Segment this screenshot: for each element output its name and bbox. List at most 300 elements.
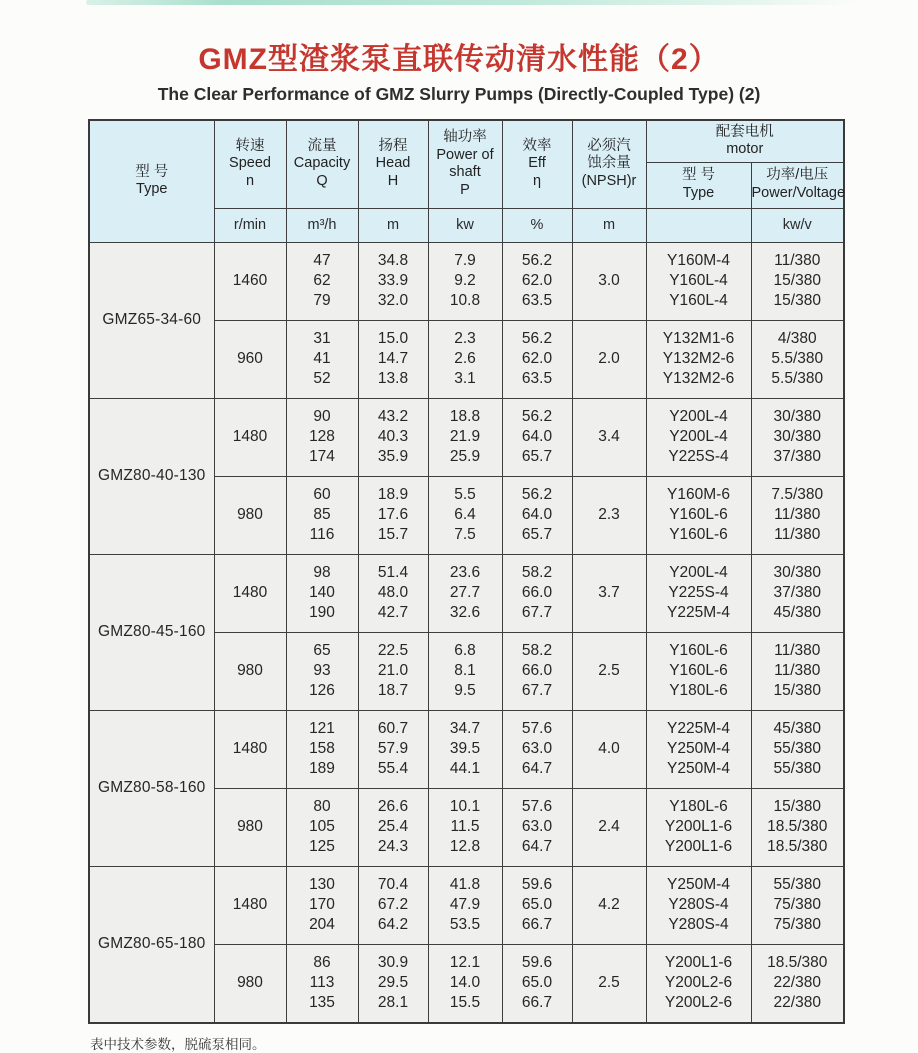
motor-power-cell-value: 45/380 bbox=[773, 604, 821, 621]
motor-type-cell-value: Y250M-4 bbox=[667, 740, 730, 757]
motor-power-cell-value: 37/380 bbox=[773, 584, 821, 601]
npsh-cell: 3.7 bbox=[572, 554, 646, 632]
efficiency-cell bbox=[502, 944, 572, 1023]
motor-type-cell bbox=[646, 476, 751, 554]
footnote: 表中技术参数，脱硫泵相同。 bbox=[90, 1036, 266, 1052]
motor-power-cell-value: 11/380 bbox=[774, 642, 821, 659]
motor-power-cell bbox=[751, 788, 844, 866]
unit-shaft-power: kw bbox=[428, 208, 502, 242]
pump-model-cell: GMZ80-45-160 bbox=[89, 554, 214, 710]
header-head-zh: 扬程 bbox=[378, 137, 408, 154]
shaft-power-cell-value: 39.5 bbox=[449, 740, 481, 757]
motor-type-cell-value: Y250M-4 bbox=[667, 760, 730, 777]
npsh-cell: 3.4 bbox=[572, 398, 646, 476]
motor-type-cell bbox=[646, 242, 751, 320]
motor-type-cell-value: Y200L-4 bbox=[669, 564, 728, 581]
shaft-power-cell bbox=[428, 476, 502, 554]
capacity-cell-value: 140 bbox=[309, 584, 335, 601]
motor-type-cell-value: Y280S-4 bbox=[668, 896, 729, 913]
shaft-power-cell bbox=[428, 398, 502, 476]
motor-type-cell-value: Y160L-6 bbox=[669, 506, 728, 523]
shaft-power-cell bbox=[428, 710, 502, 788]
head-cell-value: 55.4 bbox=[377, 760, 409, 777]
shaft-power-cell-value: 2.6 bbox=[454, 350, 476, 367]
shaft-power-cell-value: 10.1 bbox=[449, 798, 481, 815]
speed-cell: 980 bbox=[214, 632, 286, 710]
head-cell-value: 18.9 bbox=[377, 486, 409, 503]
efficiency-cell-value: 56.2 bbox=[521, 330, 553, 347]
data-row bbox=[89, 242, 844, 320]
capacity-cell-value: 47 bbox=[313, 252, 331, 269]
motor-type-cell-value: Y225M-4 bbox=[667, 720, 730, 737]
unit-motor-type bbox=[646, 208, 751, 242]
capacity-cell bbox=[286, 320, 358, 398]
head-cell-value: 22.5 bbox=[377, 642, 409, 659]
shaft-power-cell-value: 6.4 bbox=[454, 506, 476, 523]
header-head-symbol: H bbox=[387, 173, 399, 190]
efficiency-cell-value: 66.0 bbox=[521, 584, 553, 601]
motor-power-cell-value: 55/380 bbox=[773, 876, 821, 893]
npsh-cell: 2.5 bbox=[572, 632, 646, 710]
efficiency-cell-value: 67.7 bbox=[521, 604, 553, 621]
data-row bbox=[89, 398, 844, 476]
header-capacity-symbol: Q bbox=[316, 173, 328, 190]
efficiency-cell-value: 65.7 bbox=[521, 448, 553, 465]
efficiency-cell-value: 63.5 bbox=[521, 292, 553, 309]
efficiency-cell-value: 66.0 bbox=[521, 662, 553, 679]
head-cell-value: 35.9 bbox=[377, 448, 409, 465]
motor-type-cell bbox=[646, 788, 751, 866]
motor-type-cell-value: Y250M-4 bbox=[667, 876, 730, 893]
efficiency-cell-value: 59.6 bbox=[521, 954, 553, 971]
head-cell bbox=[358, 632, 428, 710]
capacity-cell-value: 121 bbox=[309, 720, 335, 737]
efficiency-cell-value: 64.7 bbox=[521, 760, 553, 777]
speed-cell: 1480 bbox=[214, 398, 286, 476]
motor-power-cell-value: 75/380 bbox=[773, 896, 821, 913]
efficiency-cell-value: 62.0 bbox=[521, 350, 553, 367]
shaft-power-cell-value: 12.8 bbox=[449, 838, 481, 855]
efficiency-cell-value: 66.7 bbox=[521, 994, 553, 1011]
motor-type-cell-value: Y225S-4 bbox=[668, 584, 729, 601]
capacity-cell-value: 125 bbox=[309, 838, 335, 855]
header-npsh bbox=[572, 120, 646, 208]
shaft-power-cell bbox=[428, 944, 502, 1023]
header-motor-group bbox=[646, 120, 844, 162]
motor-type-cell-value: Y160M-4 bbox=[667, 252, 730, 269]
shaft-power-cell-value: 6.8 bbox=[454, 642, 476, 659]
motor-type-cell-value: Y225M-4 bbox=[667, 604, 730, 621]
npsh-cell: 2.4 bbox=[572, 788, 646, 866]
performance-table bbox=[88, 119, 845, 1024]
motor-type-cell bbox=[646, 554, 751, 632]
motor-type-cell-value: Y160M-6 bbox=[667, 486, 730, 503]
efficiency-cell-value: 59.6 bbox=[521, 876, 553, 893]
npsh-cell: 2.0 bbox=[572, 320, 646, 398]
pump-model-cell: GMZ65-34-60 bbox=[89, 242, 214, 398]
shaft-power-cell-value: 47.9 bbox=[449, 896, 481, 913]
head-cell-value: 43.2 bbox=[377, 408, 409, 425]
motor-power-cell bbox=[751, 320, 844, 398]
head-cell-value: 15.0 bbox=[377, 330, 409, 347]
speed-cell: 1460 bbox=[214, 242, 286, 320]
efficiency-cell bbox=[502, 788, 572, 866]
shaft-power-cell-value: 27.7 bbox=[449, 584, 481, 601]
motor-power-cell-value: 7.5/380 bbox=[771, 486, 824, 503]
head-cell-value: 24.3 bbox=[377, 838, 409, 855]
head-cell-value: 64.2 bbox=[377, 916, 409, 933]
efficiency-cell bbox=[502, 710, 572, 788]
header-shaft-power-en1: Power of bbox=[436, 146, 494, 163]
efficiency-cell-value: 58.2 bbox=[521, 642, 553, 659]
capacity-cell-value: 90 bbox=[313, 408, 331, 425]
header-speed bbox=[214, 120, 286, 208]
capacity-cell-value: 170 bbox=[309, 896, 335, 913]
speed-cell: 960 bbox=[214, 320, 286, 398]
capacity-cell-value: 93 bbox=[313, 662, 331, 679]
capacity-cell-value: 105 bbox=[309, 818, 335, 835]
header-motor-power-zh: 功率/电压 bbox=[766, 167, 829, 184]
efficiency-cell-value: 64.0 bbox=[521, 506, 553, 523]
efficiency-cell-value: 56.2 bbox=[521, 252, 553, 269]
shaft-power-cell-value: 34.7 bbox=[449, 720, 481, 737]
efficiency-cell-value: 67.7 bbox=[521, 682, 553, 699]
capacity-cell-value: 80 bbox=[313, 798, 331, 815]
header-npsh-zh1: 必须汽 bbox=[587, 137, 631, 154]
head-cell bbox=[358, 710, 428, 788]
head-cell-value: 17.6 bbox=[377, 506, 409, 523]
motor-power-cell bbox=[751, 710, 844, 788]
speed-cell: 980 bbox=[214, 476, 286, 554]
head-cell bbox=[358, 554, 428, 632]
efficiency-cell-value: 65.0 bbox=[521, 896, 553, 913]
motor-power-cell-value: 15/380 bbox=[773, 798, 821, 815]
unit-npsh: m bbox=[572, 208, 646, 242]
capacity-cell-value: 98 bbox=[313, 564, 331, 581]
unit-capacity: m³/h bbox=[286, 208, 358, 242]
table-header bbox=[89, 120, 844, 242]
shaft-power-cell-value: 3.1 bbox=[454, 370, 476, 387]
motor-power-cell-value: 30/380 bbox=[773, 428, 821, 445]
head-cell bbox=[358, 320, 428, 398]
speed-cell: 1480 bbox=[214, 554, 286, 632]
motor-power-cell-value: 11/380 bbox=[774, 252, 821, 269]
head-cell-value: 70.4 bbox=[377, 876, 409, 893]
header-capacity bbox=[286, 120, 358, 208]
shaft-power-cell bbox=[428, 554, 502, 632]
motor-type-cell-value: Y280S-4 bbox=[668, 916, 729, 933]
capacity-cell-value: 65 bbox=[313, 642, 331, 659]
head-cell-value: 15.7 bbox=[377, 526, 409, 543]
capacity-cell-value: 52 bbox=[313, 370, 331, 387]
efficiency-cell-value: 57.6 bbox=[521, 798, 553, 815]
head-cell-value: 40.3 bbox=[377, 428, 409, 445]
head-cell bbox=[358, 398, 428, 476]
header-motor-type bbox=[646, 162, 751, 208]
motor-power-cell bbox=[751, 242, 844, 320]
efficiency-cell bbox=[502, 554, 572, 632]
unit-motor-power: kw/v bbox=[751, 208, 844, 242]
head-cell-value: 28.1 bbox=[377, 994, 409, 1011]
motor-power-cell-value: 30/380 bbox=[773, 564, 821, 581]
shaft-power-cell-value: 8.1 bbox=[454, 662, 476, 679]
pump-model-cell: GMZ80-40-130 bbox=[89, 398, 214, 554]
efficiency-cell-value: 56.2 bbox=[521, 408, 553, 425]
capacity-cell bbox=[286, 476, 358, 554]
header-shaft-power bbox=[428, 120, 502, 208]
motor-type-cell-value: Y200L-4 bbox=[669, 428, 728, 445]
motor-power-cell-value: 5.5/380 bbox=[771, 370, 824, 387]
capacity-cell bbox=[286, 242, 358, 320]
motor-power-cell-value: 55/380 bbox=[773, 760, 821, 777]
capacity-cell bbox=[286, 944, 358, 1023]
motor-power-cell-value: 15/380 bbox=[773, 682, 821, 699]
npsh-cell: 2.5 bbox=[572, 944, 646, 1023]
capacity-cell bbox=[286, 710, 358, 788]
header-shaft-power-symbol: P bbox=[460, 181, 470, 198]
motor-type-cell-value: Y200L-4 bbox=[669, 408, 728, 425]
header-head bbox=[358, 120, 428, 208]
npsh-cell: 2.3 bbox=[572, 476, 646, 554]
shaft-power-cell-value: 2.3 bbox=[454, 330, 476, 347]
motor-power-cell-value: 30/380 bbox=[773, 408, 821, 425]
head-cell bbox=[358, 476, 428, 554]
head-cell-value: 25.4 bbox=[377, 818, 409, 835]
head-cell-value: 14.7 bbox=[377, 350, 409, 367]
shaft-power-cell-value: 32.6 bbox=[449, 604, 481, 621]
header-pump-type-en: Type bbox=[136, 181, 168, 198]
motor-type-cell-value: Y160L-4 bbox=[669, 292, 728, 309]
shaft-power-cell bbox=[428, 866, 502, 944]
motor-power-cell bbox=[751, 632, 844, 710]
shaft-power-cell-value: 12.1 bbox=[449, 954, 481, 971]
shaft-power-cell-value: 10.8 bbox=[449, 292, 481, 309]
head-cell-value: 57.9 bbox=[377, 740, 409, 757]
efficiency-cell-value: 62.0 bbox=[521, 272, 553, 289]
efficiency-cell-value: 66.7 bbox=[521, 916, 553, 933]
shaft-power-cell-value: 9.5 bbox=[454, 682, 476, 699]
header-capacity-zh: 流量 bbox=[307, 137, 337, 154]
npsh-cell: 3.0 bbox=[572, 242, 646, 320]
table-body bbox=[89, 242, 844, 1023]
capacity-cell-value: 85 bbox=[313, 506, 331, 523]
capacity-cell-value: 86 bbox=[313, 954, 331, 971]
shaft-power-cell bbox=[428, 320, 502, 398]
shaft-power-cell-value: 44.1 bbox=[449, 760, 481, 777]
motor-power-cell-value: 11/380 bbox=[774, 506, 821, 523]
shaft-power-cell bbox=[428, 788, 502, 866]
data-row bbox=[89, 710, 844, 788]
npsh-cell: 4.0 bbox=[572, 710, 646, 788]
header-efficiency-zh: 效率 bbox=[522, 137, 552, 154]
speed-cell: 980 bbox=[214, 944, 286, 1023]
capacity-cell-value: 60 bbox=[313, 486, 331, 503]
capacity-cell-value: 41 bbox=[313, 350, 331, 367]
header-head-en: Head bbox=[375, 155, 411, 172]
motor-type-cell-value: Y225S-4 bbox=[668, 448, 729, 465]
header-efficiency bbox=[502, 120, 572, 208]
shaft-power-cell bbox=[428, 632, 502, 710]
capacity-cell bbox=[286, 866, 358, 944]
efficiency-cell-value: 58.2 bbox=[521, 564, 553, 581]
motor-power-cell-value: 22/380 bbox=[773, 994, 821, 1011]
head-cell bbox=[358, 866, 428, 944]
shaft-power-cell-value: 9.2 bbox=[454, 272, 476, 289]
motor-power-cell-value: 37/380 bbox=[773, 448, 821, 465]
motor-power-cell bbox=[751, 944, 844, 1023]
header-npsh-zh2: 蚀余量 bbox=[587, 155, 631, 172]
motor-type-cell bbox=[646, 320, 751, 398]
head-cell-value: 60.7 bbox=[377, 720, 409, 737]
efficiency-cell-value: 57.6 bbox=[521, 720, 553, 737]
capacity-cell-value: 128 bbox=[309, 428, 335, 445]
efficiency-cell bbox=[502, 866, 572, 944]
motor-type-cell-value: Y200L1-6 bbox=[664, 838, 733, 855]
head-cell-value: 51.4 bbox=[377, 564, 409, 581]
unit-head: m bbox=[358, 208, 428, 242]
pump-model-cell: GMZ80-65-180 bbox=[89, 866, 214, 1023]
capacity-cell-value: 62 bbox=[313, 272, 331, 289]
efficiency-cell-value: 65.7 bbox=[521, 526, 553, 543]
page-subtitle: The Clear Performance of GMZ Slurry Pumps (Directly-Coupled Type) (2) bbox=[157, 84, 761, 104]
motor-type-cell-value: Y200L2-6 bbox=[664, 974, 733, 991]
efficiency-cell bbox=[502, 476, 572, 554]
head-cell-value: 67.2 bbox=[377, 896, 409, 913]
motor-type-cell-value: Y200L1-6 bbox=[664, 818, 733, 835]
head-cell-value: 18.7 bbox=[377, 682, 409, 699]
efficiency-cell-value: 64.0 bbox=[521, 428, 553, 445]
capacity-cell-value: 158 bbox=[309, 740, 335, 757]
efficiency-cell bbox=[502, 632, 572, 710]
shaft-power-cell bbox=[428, 242, 502, 320]
motor-type-cell-value: Y160L-6 bbox=[669, 662, 728, 679]
capacity-cell-value: 113 bbox=[309, 974, 335, 991]
motor-power-cell-value: 18.5/380 bbox=[767, 954, 828, 971]
head-cell-value: 33.9 bbox=[377, 272, 409, 289]
shaft-power-cell-value: 53.5 bbox=[449, 916, 481, 933]
efficiency-cell-value: 63.0 bbox=[521, 740, 553, 757]
motor-type-cell-value: Y160L-4 bbox=[669, 272, 728, 289]
header-shaft-power-zh: 轴功率 bbox=[443, 128, 487, 145]
capacity-cell bbox=[286, 554, 358, 632]
header-shaft-power-en2: shaft bbox=[449, 164, 481, 181]
motor-type-cell bbox=[646, 710, 751, 788]
motor-power-cell-value: 15/380 bbox=[773, 292, 821, 309]
efficiency-cell-value: 63.0 bbox=[521, 818, 553, 835]
motor-type-cell bbox=[646, 866, 751, 944]
motor-type-cell-value: Y132M2-6 bbox=[662, 370, 735, 387]
motor-type-cell-value: Y200L2-6 bbox=[664, 994, 733, 1011]
capacity-cell-value: 174 bbox=[309, 448, 335, 465]
pump-model-cell: GMZ80-58-160 bbox=[89, 710, 214, 866]
head-cell-value: 26.6 bbox=[377, 798, 409, 815]
header-motor-group-en: motor bbox=[726, 141, 764, 158]
efficiency-cell-value: 63.5 bbox=[521, 370, 553, 387]
head-cell bbox=[358, 788, 428, 866]
header-pump-type-zh: 型 号 bbox=[135, 163, 169, 180]
motor-power-cell-value: 4/380 bbox=[777, 330, 817, 347]
unit-speed: r/min bbox=[214, 208, 286, 242]
capacity-cell-value: 190 bbox=[309, 604, 335, 621]
head-cell bbox=[358, 242, 428, 320]
capacity-cell-value: 79 bbox=[313, 292, 331, 309]
motor-power-cell bbox=[751, 476, 844, 554]
head-cell-value: 29.5 bbox=[377, 974, 409, 991]
shaft-power-cell-value: 25.9 bbox=[449, 448, 481, 465]
capacity-cell-value: 130 bbox=[309, 876, 335, 893]
motor-power-cell bbox=[751, 866, 844, 944]
data-row bbox=[89, 554, 844, 632]
motor-type-cell-value: Y160L-6 bbox=[669, 642, 728, 659]
motor-type-cell-value: Y160L-6 bbox=[669, 526, 728, 543]
speed-cell: 1480 bbox=[214, 866, 286, 944]
motor-type-cell-value: Y180L-6 bbox=[669, 682, 728, 699]
motor-power-cell bbox=[751, 554, 844, 632]
header-npsh-symbol: (NPSH)r bbox=[581, 173, 637, 190]
shaft-power-cell-value: 11.5 bbox=[450, 818, 480, 835]
shaft-power-cell-value: 18.8 bbox=[449, 408, 481, 425]
motor-power-cell-value: 18.5/380 bbox=[767, 818, 828, 835]
head-cell-value: 21.0 bbox=[377, 662, 409, 679]
motor-power-cell-value: 11/380 bbox=[774, 526, 821, 543]
page-title: GMZ型渣浆泵直联传动清水性能（2） bbox=[198, 43, 720, 76]
efficiency-cell-value: 64.7 bbox=[521, 838, 553, 855]
head-cell-value: 34.8 bbox=[377, 252, 409, 269]
capacity-cell-value: 189 bbox=[309, 760, 335, 777]
capacity-cell-value: 126 bbox=[309, 682, 335, 699]
capacity-cell-value: 135 bbox=[309, 994, 335, 1011]
shaft-power-cell-value: 5.5 bbox=[454, 486, 476, 503]
motor-type-cell-value: Y180L-6 bbox=[669, 798, 728, 815]
npsh-cell: 4.2 bbox=[572, 866, 646, 944]
header-speed-zh: 转速 bbox=[235, 137, 265, 154]
header-efficiency-symbol: η bbox=[532, 173, 542, 190]
unit-efficiency: % bbox=[502, 208, 572, 242]
header-motor-power bbox=[751, 162, 844, 208]
data-row bbox=[89, 866, 844, 944]
capacity-cell-value: 31 bbox=[313, 330, 331, 347]
header-speed-en: Speed bbox=[229, 155, 271, 172]
head-cell-value: 32.0 bbox=[377, 292, 409, 309]
efficiency-cell bbox=[502, 320, 572, 398]
capacity-cell bbox=[286, 632, 358, 710]
shaft-power-cell-value: 21.9 bbox=[449, 428, 481, 445]
motor-type-cell bbox=[646, 944, 751, 1023]
motor-power-cell-value: 45/380 bbox=[773, 720, 821, 737]
motor-type-cell-value: Y200L1-6 bbox=[664, 954, 733, 971]
motor-power-cell-value: 15/380 bbox=[773, 272, 821, 289]
header-motor-group-zh: 配套电机 bbox=[715, 123, 774, 140]
motor-power-cell-value: 11/380 bbox=[774, 662, 821, 679]
header-motor-power-en: Power/Voltage bbox=[751, 185, 846, 201]
motor-type-cell bbox=[646, 398, 751, 476]
shaft-power-cell-value: 15.5 bbox=[449, 994, 481, 1011]
capacity-cell bbox=[286, 398, 358, 476]
efficiency-cell-value: 65.0 bbox=[521, 974, 553, 991]
speed-cell: 1480 bbox=[214, 710, 286, 788]
header-efficiency-en: Eff bbox=[528, 155, 546, 172]
head-cell-value: 30.9 bbox=[377, 954, 409, 971]
head-cell-value: 48.0 bbox=[377, 584, 409, 601]
capacity-cell-value: 116 bbox=[309, 526, 335, 543]
header-motor-type-en: Type bbox=[682, 185, 715, 201]
shaft-power-cell-value: 23.6 bbox=[449, 564, 481, 581]
head-cell bbox=[358, 944, 428, 1023]
head-cell-value: 13.8 bbox=[377, 370, 409, 387]
motor-power-cell-value: 5.5/380 bbox=[771, 350, 824, 367]
shaft-power-cell-value: 14.0 bbox=[449, 974, 481, 991]
header-capacity-en: Capacity bbox=[293, 155, 351, 172]
